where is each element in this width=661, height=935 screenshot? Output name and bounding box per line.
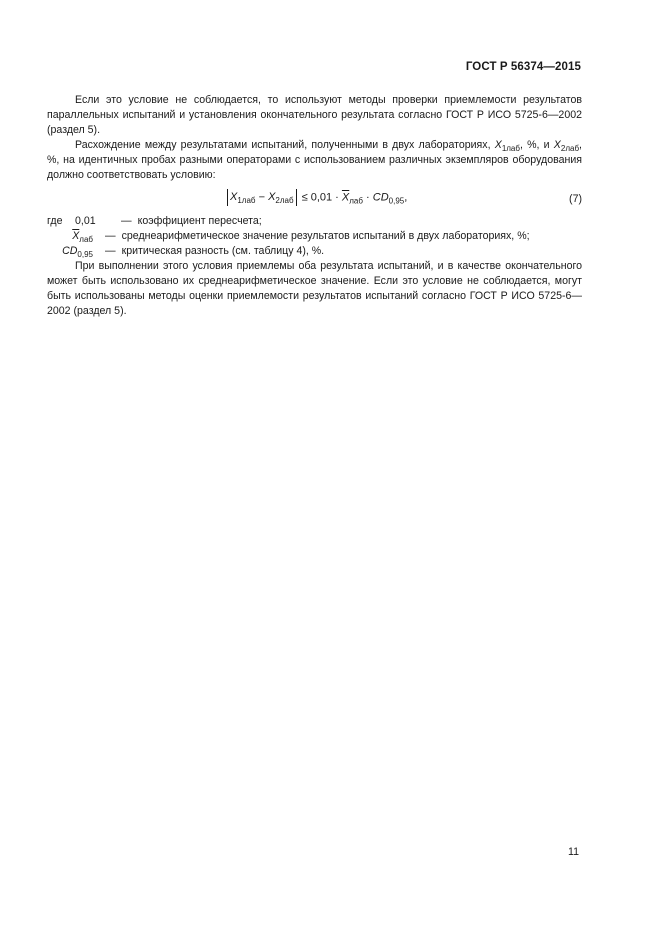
where-item-coefficient: где 0,01 — коэффициент пересчета; [47, 215, 262, 227]
where-item-critical-difference: $CD_{0,95}$ — критическая разность (см. таблицу 4), %. [62, 245, 325, 259]
document-code: ГОСТ Р 56374—2015 [465, 61, 581, 73]
paragraph-1: Если это условие не соблюдается, то используют методы проверки приемлемости результатов параллельных испытаний и установления окончательного результата согласно ГОСТ Р ИСО 5725-6—2002 (раздел 5). [47, 94, 582, 136]
formula-expression: $X_{1лаб} - X_{2лаб} \le 0,01 \cdot \overline{X}_{лаб} \cdot CD_{0,95}$, [225, 189, 407, 206]
paragraph-3: При выполнении этого условия приемлемы оба результата испытаний, и в качестве окончательного может быть использовано их среднеарифметическое значение. Если это условие не соблюдается, могут быть использованы методы оценки приемлемости результатов испытаний согласно ГОСТ Р ИСО 5725-6—2002 (раздел 5). [47, 260, 582, 317]
symbol-x1lab: $X_{1лаб}$ [494, 139, 520, 153]
document-body [47, 93, 582, 319]
formula-number: (7) [569, 193, 582, 205]
formula-7 [47, 184, 582, 214]
where-item-mean: $\overline{X}_{лаб}$ — среднеарифметическое значение результатов испытаний в двух лабораториях, %; [72, 230, 530, 244]
page-number: 11 [568, 846, 579, 858]
abs-bar-left [227, 189, 228, 206]
paragraph-2: Расхождение между результатами испытаний, полученными в двух лабораториях, $X_{1лаб}$, %, и $X_{2лаб}$, %, на идентичных пробах разными операторами с использованием различных экземпляров оборудования должно соответствовать условию: [47, 139, 582, 181]
abs-bar-right [296, 189, 297, 206]
symbol-x2lab: $X_{2лаб}$ [553, 139, 580, 153]
